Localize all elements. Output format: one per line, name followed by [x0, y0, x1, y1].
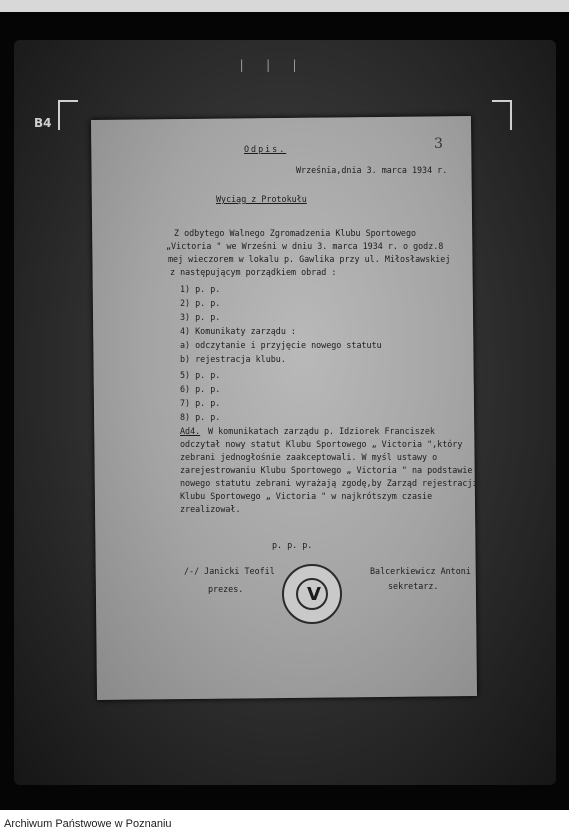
document-subheading: Wyciąg z Protokułu — [216, 194, 307, 204]
page-number: 3 — [434, 136, 443, 152]
corner-mark-right — [492, 100, 512, 130]
body-line: zebrani jednogłośnie zaakceptowali. W myśl ustawy o — [180, 452, 438, 462]
pp-marker: p. p. p. — [272, 540, 313, 550]
agenda-item: 3) p. p. — [180, 312, 221, 322]
signature-left-name: /-/ Janicki Teofil — [184, 566, 275, 576]
ad4-label: Ad4. — [180, 426, 201, 436]
intro-line: mej wieczorem w lokalu p. Gawlika przy ul. Miłosławskiej — [168, 254, 451, 264]
negative-label: B4 — [34, 116, 52, 130]
frame-ticks: | | | — [238, 58, 305, 72]
seal-inner-ring — [296, 578, 328, 610]
signature-left-role: prezes. — [208, 584, 244, 594]
body-line: zarejestrowaniu Klubu Sportowego „ Victoria " na podstawie — [180, 465, 473, 475]
signature-right-name: Balcerkiewicz Antoni — [370, 566, 471, 576]
intro-line: Z odbytego Walnego Zgromadzenia Klubu Sportowego — [174, 228, 417, 238]
corner-mark-left — [58, 100, 78, 130]
seal-letter: V — [307, 584, 321, 605]
intro-line: „Victoria " we Wrześni w dniu 3. marca 1934 r. o godz.8 — [166, 241, 444, 251]
document-heading: Odpis. — [244, 144, 287, 154]
top-bar — [0, 0, 569, 12]
agenda-item: 4) Komunikaty zarządu : — [180, 326, 296, 336]
body-line: nowego statutu zebrani wyrażają zgodę,by Zarząd rejestracji — [180, 478, 478, 488]
agenda-item: 1) p. p. — [180, 284, 221, 294]
agenda-item: b) rejestracja klubu. — [180, 354, 286, 364]
agenda-item: 6) p. p. — [180, 384, 221, 394]
agenda-item: a) odczytanie i przyjęcie nowego statutu — [180, 340, 382, 350]
agenda-item: 5) p. p. — [180, 370, 221, 380]
body-line: odczytał nowy statut Klubu Sportowego „ Victoria ",który — [180, 439, 463, 449]
agenda-item: 2) p. p. — [180, 298, 221, 308]
body-line: zrealizował. — [180, 504, 241, 514]
agenda-item: 7) p. p. — [180, 398, 221, 408]
body-line: W komunikatach zarządu p. Idziorek Franciszek — [208, 426, 435, 436]
body-line: Klubu Sportowego „ Victoria " w najkrótszym czasie — [180, 491, 433, 501]
agenda-item: 8) p. p. — [180, 412, 221, 422]
archive-caption: Archiwum Państwowe w Poznaniu — [4, 818, 172, 830]
intro-line: z następującym porządkiem obrad : — [170, 267, 337, 277]
club-seal — [282, 564, 342, 624]
signature-right-role: sekretarz. — [388, 581, 439, 591]
document-date: Września,dnia 3. marca 1934 r. — [296, 165, 448, 175]
